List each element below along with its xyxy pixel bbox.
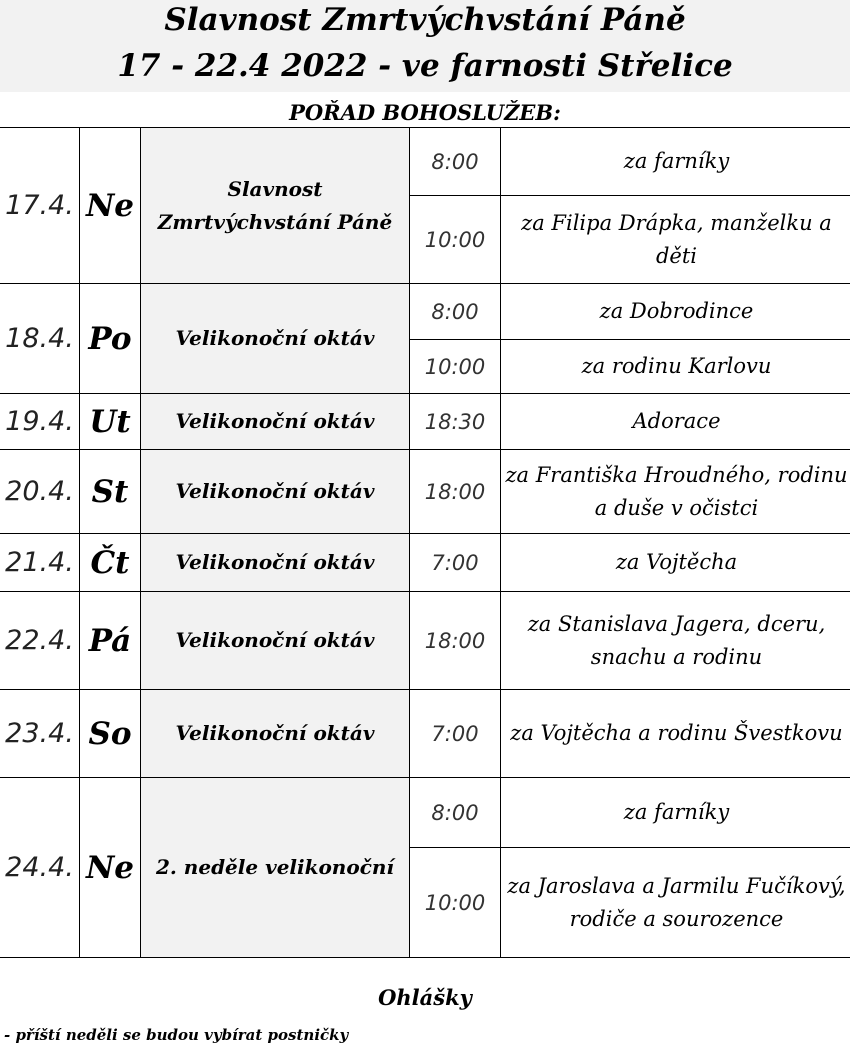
- date-cell: 24.4.: [0, 778, 80, 958]
- intention-cell: za farníky: [501, 778, 850, 848]
- time-cell: 18:00: [410, 592, 501, 690]
- intention-cell: za Vojtěcha a rodinu Švestkovu: [501, 690, 850, 778]
- table-row: [0, 284, 850, 340]
- time-cell: 8:00: [410, 284, 501, 340]
- occasion-cell: Velikonoční oktáv: [141, 534, 410, 592]
- date-cell: 22.4.: [0, 592, 80, 690]
- occasion-cell: Velikonoční oktáv: [141, 592, 410, 690]
- day-cell: Ne: [80, 128, 141, 284]
- intention-cell: za Františka Hroudného, rodinu a duše v očistci: [501, 450, 850, 534]
- page-title: Slavnost Zmrtvýchvstání Páně: [164, 2, 686, 38]
- table-row: [0, 778, 850, 848]
- day-cell: Pá: [80, 592, 141, 690]
- table-row: [0, 534, 850, 592]
- table-row: [0, 128, 850, 196]
- time-cell: 10:00: [410, 848, 501, 958]
- occasion-cell: Velikonoční oktáv: [141, 284, 410, 394]
- announcement-note: - příští neděli se budou vybírat postničky: [4, 1026, 349, 1044]
- time-cell: 18:30: [410, 394, 501, 450]
- occasion-cell: Velikonoční oktáv: [141, 450, 410, 534]
- day-cell: Ne: [80, 778, 141, 958]
- date-cell: 23.4.: [0, 690, 80, 778]
- intention-cell: za Vojtěcha: [501, 534, 850, 592]
- intention-cell: Adorace: [501, 394, 850, 450]
- day-cell: Ut: [80, 394, 141, 450]
- page-subtitle-dates: 17 - 22.4 2022 - ve farnosti Střelice: [117, 48, 733, 84]
- table-row: [0, 394, 850, 450]
- occasion-cell: Velikonoční oktáv: [141, 394, 410, 450]
- intention-cell: za rodinu Karlovu: [501, 340, 850, 394]
- date-cell: 21.4.: [0, 534, 80, 592]
- time-cell: 10:00: [410, 340, 501, 394]
- day-cell: St: [80, 450, 141, 534]
- schedule-heading: POŘAD BOHOSLUŽEB:: [289, 100, 561, 125]
- day-cell: So: [80, 690, 141, 778]
- intention-cell: za Dobrodince: [501, 284, 850, 340]
- announcements-heading: Ohlášky: [378, 985, 472, 1010]
- date-cell: 19.4.: [0, 394, 80, 450]
- date-cell: 18.4.: [0, 284, 80, 394]
- header-banner: [0, 0, 850, 92]
- time-cell: 18:00: [410, 450, 501, 534]
- table-row: [0, 690, 850, 778]
- intention-cell: za farníky: [501, 128, 850, 196]
- occasion-cell: Velikonoční oktáv: [141, 690, 410, 778]
- time-cell: 7:00: [410, 534, 501, 592]
- date-cell: 20.4.: [0, 450, 80, 534]
- intention-cell: za Stanislava Jagera, dceru, snachu a rodinu: [501, 592, 850, 690]
- time-cell: 8:00: [410, 778, 501, 848]
- time-cell: 8:00: [410, 128, 501, 196]
- day-cell: Čt: [80, 534, 141, 592]
- day-cell: Po: [80, 284, 141, 394]
- date-cell: 17.4.: [0, 128, 80, 284]
- time-cell: 10:00: [410, 196, 501, 284]
- schedule-table: [0, 127, 850, 958]
- table-row: [0, 592, 850, 690]
- occasion-cell: Slavnost Zmrtvýchvstání Páně: [141, 128, 410, 284]
- table-row: [0, 450, 850, 534]
- occasion-cell: 2. neděle velikonoční: [141, 778, 410, 958]
- intention-cell: za Jaroslava a Jarmilu Fučíkový, rodiče a sourozence: [501, 848, 850, 958]
- intention-cell: za Filipa Drápka, manželku a děti: [501, 196, 850, 284]
- time-cell: 7:00: [410, 690, 501, 778]
